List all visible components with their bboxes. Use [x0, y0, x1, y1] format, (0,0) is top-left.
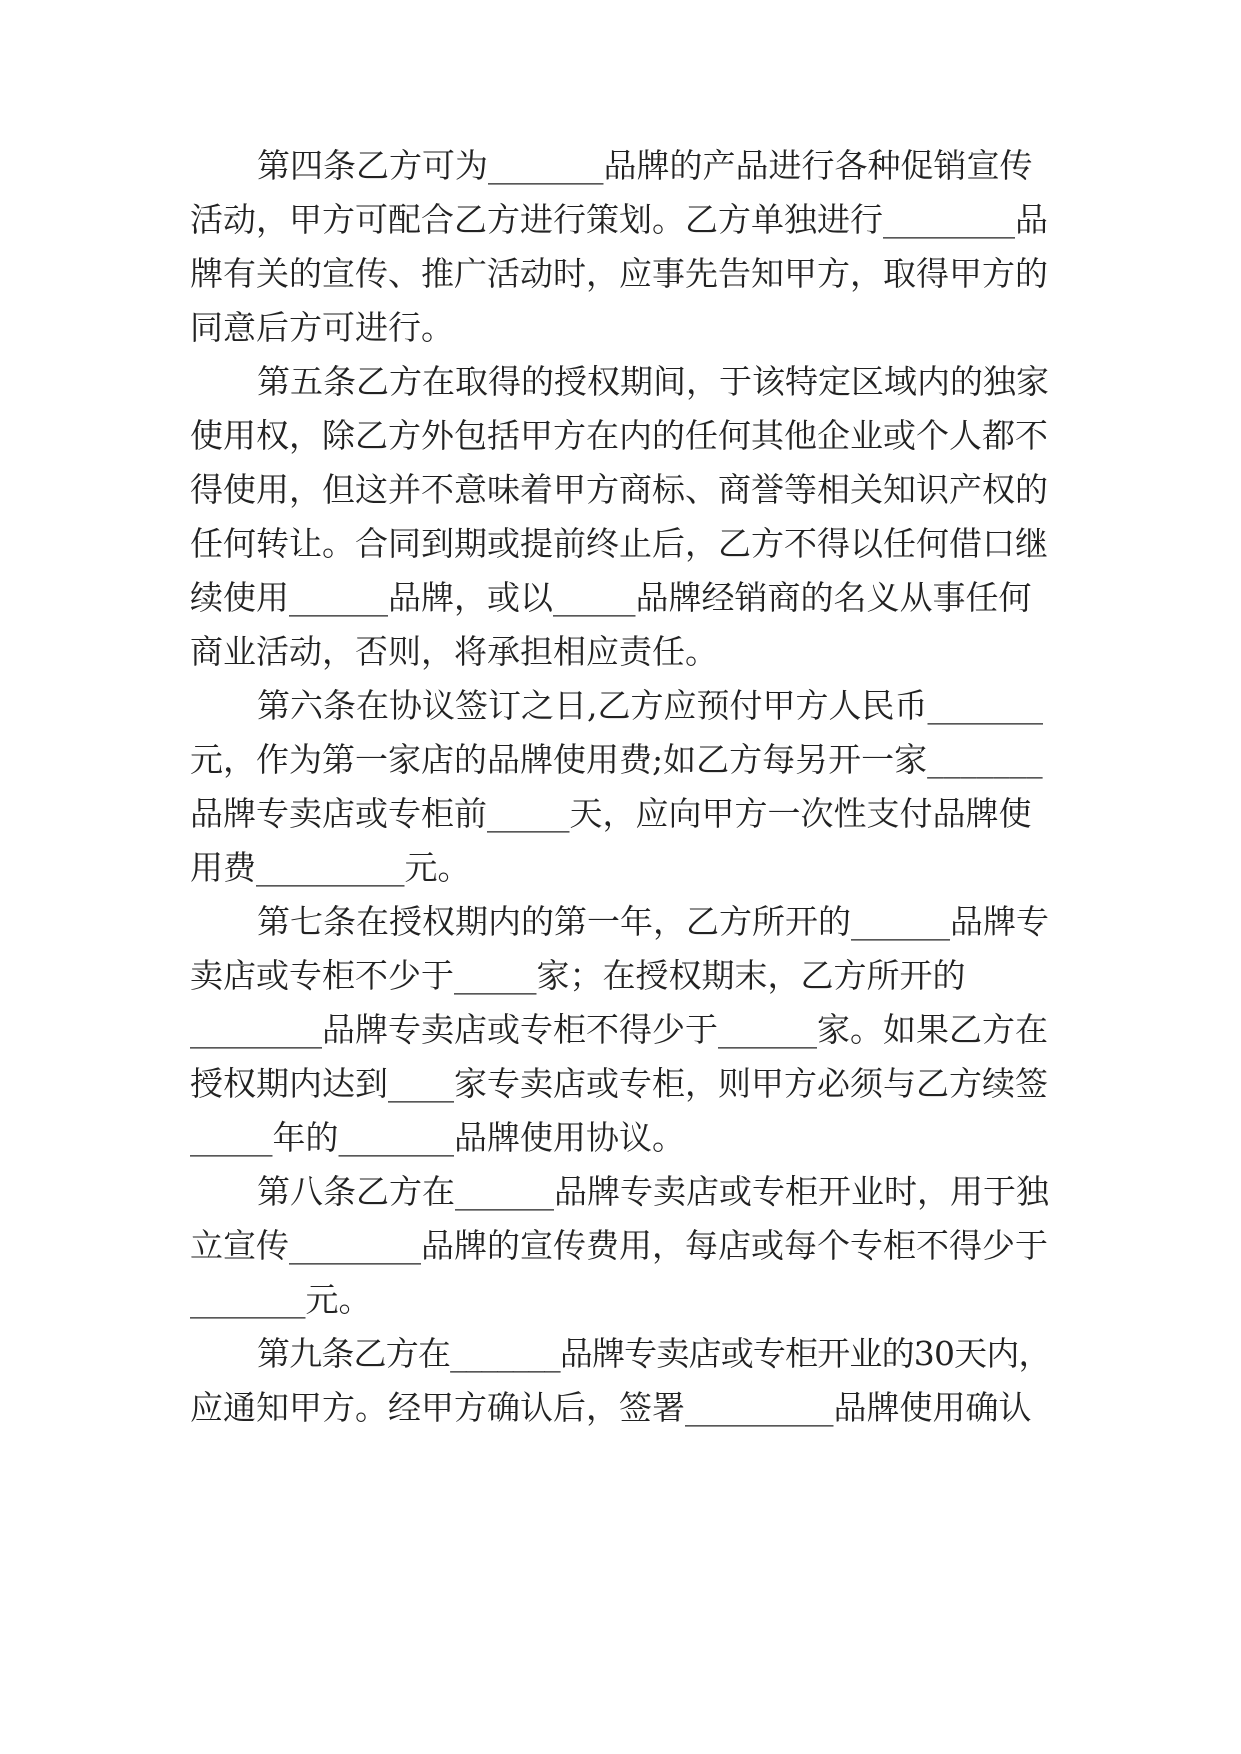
paragraph-line: 续使用______品牌，或以_____品牌经销商的名义从事任何 — [190, 578, 1032, 617]
paragraph-line: 任何转让。合同到期或提前终止后，乙方不得以任何借口继 — [190, 524, 1048, 563]
paragraph-line: 同意后方可进行。 — [190, 308, 454, 347]
paragraph-line: 元，作为第一家店的品牌使用费;如乙方每另开一家_______ — [190, 740, 1043, 779]
paragraph-line: 使用权，除乙方外包括甲方在内的任何其他企业或个人都不 — [190, 416, 1048, 455]
paragraph-line: 卖店或专柜不少于_____家；在授权期末，乙方所开的 — [190, 956, 966, 995]
paragraph-line: 第四条乙方可为_______品牌的产品进行各种促销宣传 — [257, 146, 1033, 185]
paragraph-line: 牌有关的宣传、推广活动时，应事先告知甲方，取得甲方的 — [190, 254, 1048, 293]
paragraph-line: 立宣传________品牌的宣传费用，每店或每个专柜不得少于 — [190, 1226, 1048, 1265]
paragraph-line: 用费_________元。 — [190, 848, 471, 887]
paragraph-line: 活动，甲方可配合乙方进行策划。乙方单独进行________品 — [190, 200, 1048, 239]
paragraph-line: 第七条在授权期内的第一年，乙方所开的______品牌专 — [257, 902, 1049, 941]
paragraph-line: 第八条乙方在______品牌专卖店或专柜开业时，用于独 — [257, 1172, 1049, 1211]
paragraph-line: ________品牌专卖店或专柜不得少于______家。如果乙方在 — [190, 1010, 1048, 1049]
paragraph-line: _____年的_______品牌使用协议。 — [190, 1118, 685, 1157]
paragraph-line: 授权期内达到____家专卖店或专柜，则甲方必须与乙方续签 — [190, 1064, 1048, 1103]
paragraph-line: 应通知甲方。经甲方确认后，签署_________品牌使用确认 — [190, 1388, 1032, 1427]
paragraph-line: 品牌专卖店或专柜前_____天，应向甲方一次性支付品牌使 — [190, 794, 1032, 833]
paragraph-line: _______元。 — [190, 1280, 372, 1319]
paragraph-line: 得使用，但这并不意味着甲方商标、商誉等相关知识产权的 — [190, 470, 1048, 509]
paragraph-line: 商业活动，否则，将承担相应责任。 — [190, 632, 718, 671]
paragraph-line: 第六条在协议签订之日,乙方应预付甲方人民币_______ — [257, 686, 1043, 725]
paragraph-line: 第五条乙方在取得的授权期间，于该特定区域内的独家 — [257, 362, 1049, 401]
paragraph-line: 第九条乙方在_______品牌专卖店或专柜开业的30天内， — [257, 1334, 1051, 1373]
